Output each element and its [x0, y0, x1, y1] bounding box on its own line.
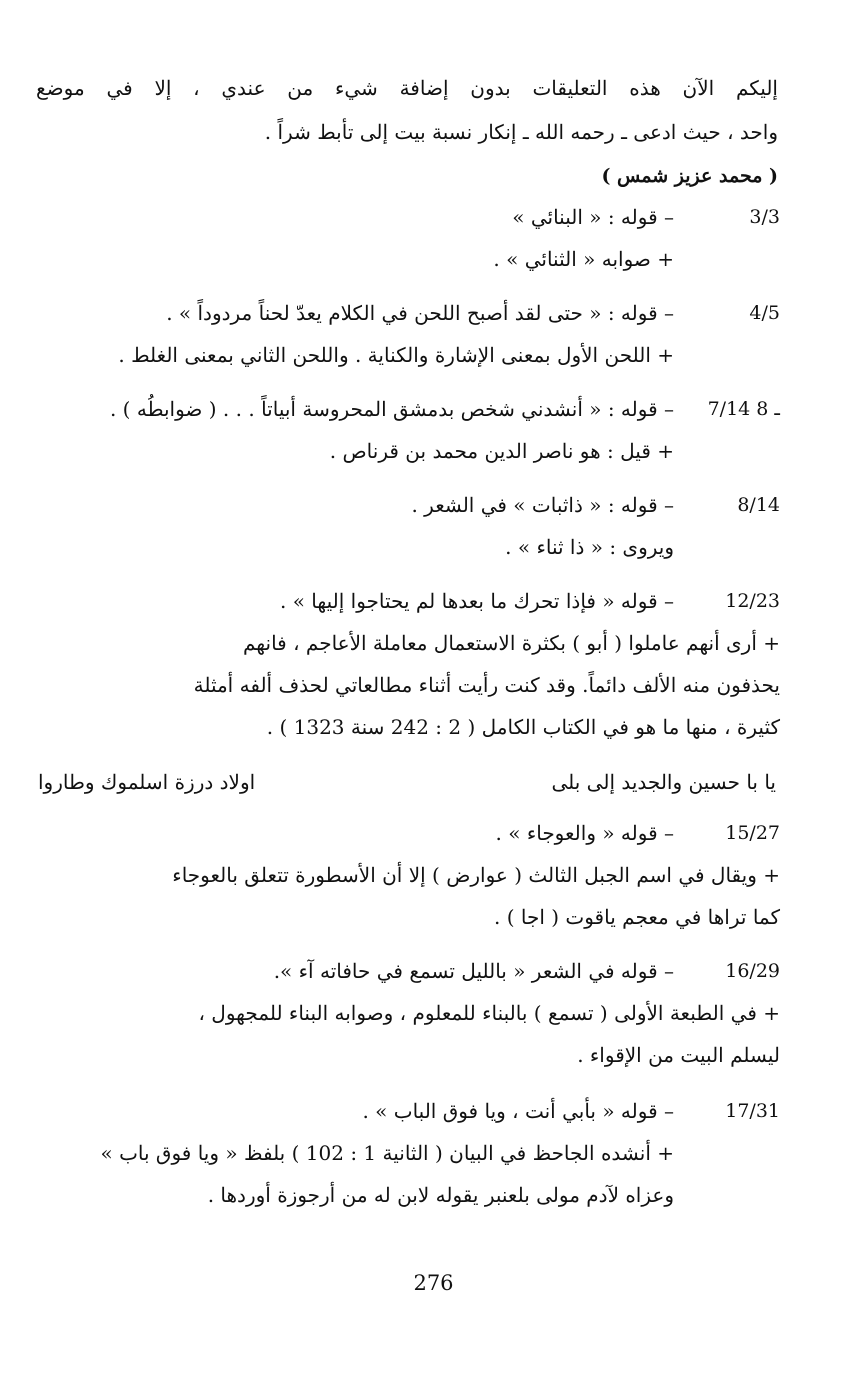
note-ref: 16/29 [725, 960, 780, 982]
page-number: 276 [413, 1271, 454, 1295]
note-ref: 17/31 [725, 1100, 780, 1122]
note-line: – قوله : « حتى لقد أصبح اللحن في الكلام يعدّ لحناً مردوداً » . [166, 301, 674, 325]
note-entry [30, 196, 780, 280]
note-line: يحذفون منه الألف دائماً. وقد كنت رأيت أثناء مطالعاتي لحذف ألفه أمثلة [193, 673, 780, 697]
note-ref: 4/5 [749, 302, 780, 324]
note-ref: 15/27 [725, 822, 780, 844]
note-line: كما تراها في معجم ياقوت ( اجا ) . [493, 905, 780, 929]
note-entry [30, 950, 780, 1076]
note-line: ليسلم البيت من الإقواء . [577, 1043, 780, 1067]
note-line: – قوله في الشعر « بالليل تسمع في حافاته آء ». [273, 959, 674, 983]
note-line: + أنشده الجاحظ في البيان ( الثانية 1 : 102 ) بلفظ « ويا فوق باب » [100, 1141, 674, 1165]
author-signature: ( محمد عزيز شمس ) [601, 165, 778, 187]
note-line: – قوله : « أنشدني شخص بدمشق المحروسة أبياتاً . . . ( ضوابطُه ) . [109, 397, 674, 421]
note-line: + أرى أنهم عاملوا ( أبو ) بكثرة الاستعمال معاملة الأعاجم ، فانهم [242, 631, 780, 655]
note-line: – قوله « بأبي أنت ، ويا فوق الباب » . [362, 1099, 674, 1123]
note-line: + صوابه « الثنائي » . [493, 247, 674, 271]
poem-verse [38, 762, 776, 802]
note-entry [30, 812, 780, 938]
note-line: – قوله « والعوجاء » . [495, 821, 674, 845]
intro-line: إليكم الآن هذه التعليقات بدون إضافة شيء من عندي ، إلا في موضع [36, 76, 778, 100]
note-line: + ويقال في اسم الجبل الثالث ( عوارض ) إلا أن الأسطورة تتعلق بالعوجاء [172, 863, 780, 887]
note-entry [30, 388, 780, 472]
note-entry [30, 580, 780, 748]
intro-paragraph [36, 66, 778, 154]
note-ref: 8/14 [737, 494, 780, 516]
note-entry [30, 1090, 780, 1216]
note-ref: 12/23 [725, 590, 780, 612]
note-line: + اللحن الأول بمعنى الإشارة والكناية . واللحن الثاني بمعنى الغلط . [118, 343, 674, 367]
note-line: + في الطبعة الأولى ( تسمع ) بالبناء للمعلوم ، وصوابه البناء للمجهول ، [198, 1001, 780, 1025]
note-line: وعزاه لآدم مولى بلعنبر يقوله لابن له من أرجوزة أوردها . [207, 1183, 674, 1207]
intro-line: واحد ، حيث ادعى ـ رحمه الله ـ إنكار نسبة بيت إلى تأبط شراً . [264, 120, 778, 144]
note-line: – قوله « فإذا تحرك ما بعدها لم يحتاجوا إليها » . [279, 589, 674, 613]
note-ref: 7/14 ـ 8 [707, 398, 780, 420]
note-line: + قيل : هو ناصر الدين محمد بن قرناص . [329, 439, 674, 463]
note-line: – قوله : « البنائي » [512, 205, 674, 229]
note-line: ويروى : « ذا ثناء » . [505, 535, 674, 559]
verse-first-hemistich: يا با حسين والجديد إلى بلى [551, 770, 776, 794]
note-entry [30, 292, 780, 376]
verse-second-hemistich: اولاد درزة اسلموك وطاروا [38, 770, 256, 794]
note-line: – قوله : « ذاثبات » في الشعر . [411, 493, 674, 517]
note-entry [30, 484, 780, 568]
note-ref: 3/3 [749, 206, 780, 228]
note-line: كثيرة ، منها ما هو في الكتاب الكامل ( 2 : 242 سنة 1323 ) . [266, 715, 780, 739]
